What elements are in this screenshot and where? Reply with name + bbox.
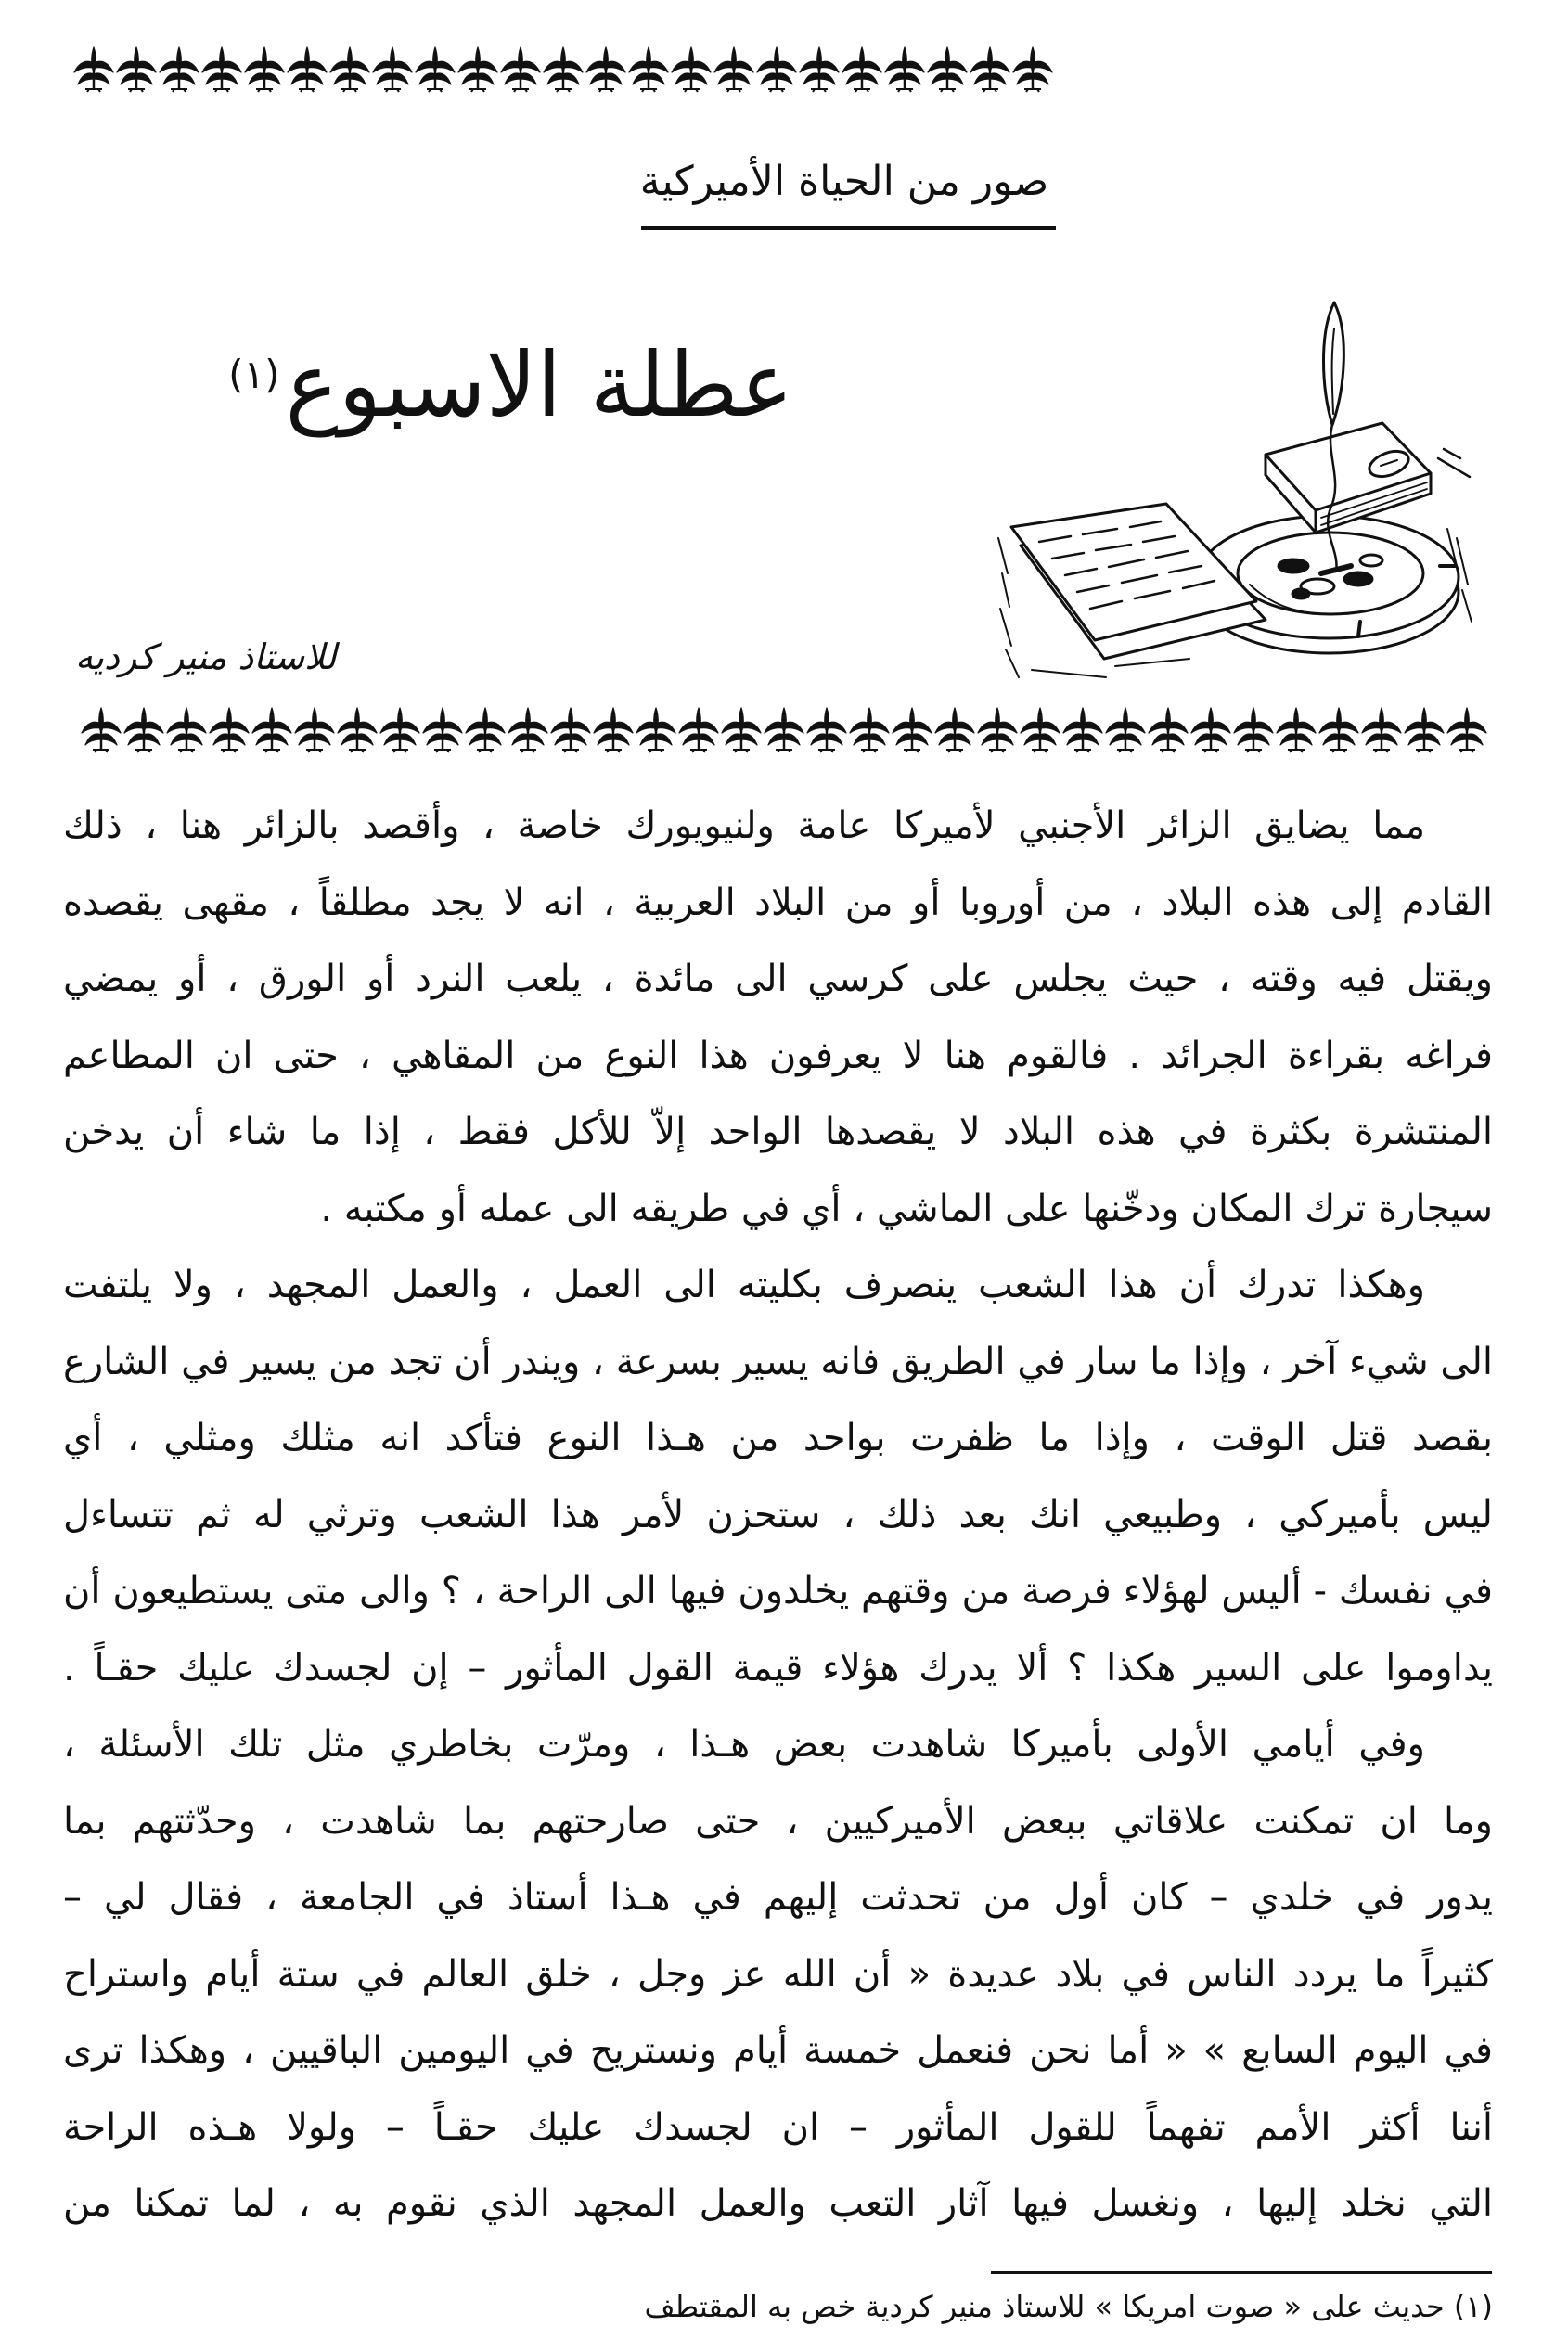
paragraph [63, 788, 1493, 1247]
papers-icon [1011, 504, 1266, 659]
body-line: أننا أكثر الأمم تفهماً للقول المأثور – ان لجسدك عليك حقـاً – ولولا هـذه الراحة [63, 2105, 1493, 2149]
body-line: كثيراً ما يردد الناس في بلاد عديدة « أن الله عز وجل ، خلق العالم في ستة أيام واستراح [63, 1952, 1493, 1996]
body-line: يدور في خلدي – كان أول من تحدثت إليهم في هـذا أستاذ في الجامعة ، فقال لي – [63, 1876, 1493, 1919]
body-line: القادم إلى هذه البلاد ، من أوروبا أو من البلاد العربية ، انه لا يجد مطلقاً ، مقهى يقصده [63, 880, 1493, 924]
body-line: بقصد قتل الوقت ، وإذا ما ظفرت بواحد من هـذا النوع فتأكد انه مثلك ومثلي ، أي [63, 1417, 1493, 1459]
body-line: ويقتل فيه وقته ، حيث يجلس على كرسي الى مائدة ، يلعب النرد أو الورق ، أو يمضي [63, 958, 1493, 1000]
body-line: فراغه بقراءة الجرائد . فالقوم هنا لا يعرفون هذا النوع من المقاهي ، حتى ان المطاعم [63, 1034, 1493, 1077]
body-line: وفي أيامي الأولى بأميركا شاهدت بعض هـذا ، ومرّت بخاطري مثل تلك الأسئلة ، [63, 1723, 1425, 1766]
section-title: صور من الحياة الأميركية [639, 158, 1049, 205]
footnote: (١) حديث على « صوت امريكا » للاستاذ منير كردية خص به المقتطف [644, 2289, 1493, 2324]
body-line: وهكذا تدرك أن هذا الشعب ينصرف بكليته الى العمل ، والعمل المجهد ، ولا يلتفت [63, 1264, 1425, 1306]
body-line: التي نخلد إليها ، ونغسل فيها آثار التعب والعمل المجهد الذي نقوم به ، لما تمكنا من [63, 2182, 1493, 2225]
book-icon [1266, 423, 1470, 533]
paragraph [63, 1247, 1493, 1706]
paragraph [63, 1706, 1493, 2243]
body-line: المنتشرة بكثرة في هذه البلاد لا يقصدها الواحد إلاّ للأكل فقط ، إذا ما شاء أن يدخن [63, 1111, 1493, 1153]
plant-ornament-icon [72, 45, 1054, 93]
body-line: يداوموا على السير هكذا ؟ ألا يدرك هؤلاء قيمة القول المأثور – إن لجسدك عليك حقـاً . [63, 1646, 1493, 1690]
body-line: مما يضايق الزائر الأجنبي لأميركا عامة ولنيويورك خاصة ، وأقصد بالزائر هنا ، ذلك [63, 804, 1425, 847]
ornament-border-top [72, 45, 1054, 93]
article-title-block [228, 325, 793, 445]
ornament-border-middle [80, 705, 1488, 753]
article-title: عطلة الاسبوع [285, 333, 793, 437]
body-line: في نفسك - أليس لهؤلاء فرصة من وقتهم يخلدون فيها الى الراحة ، ؟ والى متى يستطيعون أن [63, 1570, 1493, 1613]
article-body [63, 788, 1493, 2243]
books-ashtray-illustration [995, 295, 1477, 685]
body-line: وما ان تمكنت علاقاتي ببعض الأميركيين ، حتى صارحتهم بما شاهدت ، وحدّثتهم بما [63, 1799, 1493, 1843]
section-title-underline [641, 226, 1056, 230]
body-line: في اليوم السابع » « أما نحن فنعمل خمسة أيام ونستريح في اليومين الباقيين ، وهكذا ترى [63, 2029, 1493, 2072]
body-line: ليس بأميركي ، وطبيعي انك بعد ذلك ، ستحزن لأمر هذا الشعب وترثي له ثم تتساءل [63, 1493, 1493, 1536]
body-line: الى شيء آخر ، وإذا ما سار في الطريق فانه يسير بسرعة ، ويندر أن تجد من يسير في الشارع [63, 1340, 1493, 1383]
title-footnote-mark: (١) [228, 352, 280, 397]
body-line: سيجارة ترك المكان ودخّنها على الماشي ، أي في طريقه الى عمله أو مكتبه . [320, 1187, 1493, 1230]
footnote-rule [991, 2271, 1492, 2274]
author-byline: للاستاذ منير كرديه [75, 636, 337, 677]
plant-ornament-icon [80, 705, 1488, 753]
